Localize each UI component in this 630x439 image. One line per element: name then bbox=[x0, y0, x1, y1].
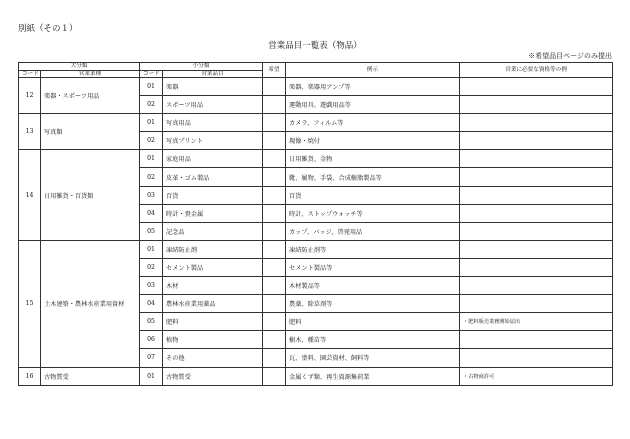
item-name: その他 bbox=[163, 349, 263, 367]
item-example: 凍結防止剤等 bbox=[286, 240, 460, 258]
category-code: 13 bbox=[19, 114, 41, 150]
category-code: 12 bbox=[19, 78, 41, 114]
header-minor-name: 営業品目 bbox=[163, 71, 263, 78]
item-qualification: ・肥料販売業務開始届出 bbox=[460, 313, 613, 331]
item-example: 木材製品等 bbox=[286, 277, 460, 295]
desired-checkbox-cell[interactable] bbox=[263, 367, 286, 385]
item-name: 記念品 bbox=[163, 222, 263, 240]
table-row bbox=[19, 78, 613, 96]
item-code: 01 bbox=[140, 240, 163, 258]
desired-checkbox-cell[interactable] bbox=[263, 240, 286, 258]
category-name: 古物質受 bbox=[41, 367, 140, 385]
desired-checkbox-cell[interactable] bbox=[263, 78, 286, 96]
item-qualification bbox=[460, 277, 613, 295]
item-code: 01 bbox=[140, 114, 163, 132]
item-name: 楽器 bbox=[163, 78, 263, 96]
product-list-table bbox=[18, 62, 613, 386]
item-name: スポーツ用品 bbox=[163, 96, 263, 114]
item-name: 古物質受 bbox=[163, 367, 263, 385]
item-qualification bbox=[460, 295, 613, 313]
item-qualification bbox=[460, 258, 613, 276]
table-row bbox=[19, 367, 613, 385]
item-code: 01 bbox=[140, 367, 163, 385]
item-qualification bbox=[460, 78, 613, 96]
desired-checkbox-cell[interactable] bbox=[263, 295, 286, 313]
item-example: 時計、ストップウォッチ等 bbox=[286, 204, 460, 222]
page-title: 営業品目一覧表（物品） bbox=[268, 41, 362, 51]
item-name: 百貨 bbox=[163, 186, 263, 204]
item-name: 肥料 bbox=[163, 313, 263, 331]
header-major: 大分類 bbox=[19, 63, 140, 71]
header-examples: 例示 bbox=[286, 63, 460, 78]
item-example: 日用雑貨、金物 bbox=[286, 150, 460, 168]
item-qualification bbox=[460, 186, 613, 204]
header-desired: 希望 bbox=[263, 63, 286, 78]
desired-checkbox-cell[interactable] bbox=[263, 168, 286, 186]
item-example: 楽器、楽器用アンプ等 bbox=[286, 78, 460, 96]
item-qualification bbox=[460, 96, 613, 114]
desired-checkbox-cell[interactable] bbox=[263, 186, 286, 204]
item-example: 金属くず類、再生資源集荷業 bbox=[286, 367, 460, 385]
item-qualification bbox=[460, 331, 613, 349]
item-example: 現像・焼付 bbox=[286, 132, 460, 150]
header-qualifications: 営業に必要な資格等の例 bbox=[460, 63, 613, 78]
item-example: カメラ、フィルム等 bbox=[286, 114, 460, 132]
desired-checkbox-cell[interactable] bbox=[263, 132, 286, 150]
item-code: 02 bbox=[140, 132, 163, 150]
item-example: 農薬、除草剤等 bbox=[286, 295, 460, 313]
header-row-1 bbox=[19, 63, 613, 71]
item-name: 皮革・ゴム製品 bbox=[163, 168, 263, 186]
item-example: 運動用具、遊戯用品等 bbox=[286, 96, 460, 114]
item-code: 03 bbox=[140, 277, 163, 295]
item-example: 百貨 bbox=[286, 186, 460, 204]
category-name: 日用雑貨・百貨類 bbox=[41, 150, 140, 240]
category-name: 土木建築・農林水産業用資材 bbox=[41, 240, 140, 367]
item-qualification bbox=[460, 204, 613, 222]
category-name: 写真類 bbox=[41, 114, 140, 150]
desired-checkbox-cell[interactable] bbox=[263, 277, 286, 295]
item-code: 01 bbox=[140, 150, 163, 168]
desired-checkbox-cell[interactable] bbox=[263, 349, 286, 367]
table-row bbox=[19, 114, 613, 132]
item-qualification bbox=[460, 114, 613, 132]
item-example: カップ、バッジ、啓発用品 bbox=[286, 222, 460, 240]
desired-checkbox-cell[interactable] bbox=[263, 150, 286, 168]
item-qualification bbox=[460, 240, 613, 258]
category-name: 楽器・スポーツ用品 bbox=[41, 78, 140, 114]
item-example: セメント製品等 bbox=[286, 258, 460, 276]
desired-checkbox-cell[interactable] bbox=[263, 96, 286, 114]
item-name: 木材 bbox=[163, 277, 263, 295]
item-code: 05 bbox=[140, 222, 163, 240]
item-qualification bbox=[460, 150, 613, 168]
item-example: 樹木、種苗等 bbox=[286, 331, 460, 349]
item-code: 02 bbox=[140, 258, 163, 276]
category-code: 16 bbox=[19, 367, 41, 385]
item-name: 植物 bbox=[163, 331, 263, 349]
category-code: 14 bbox=[19, 150, 41, 240]
item-name: セメント製品 bbox=[163, 258, 263, 276]
table-row bbox=[19, 150, 613, 168]
item-code: 01 bbox=[140, 78, 163, 96]
item-example: 靴、履物、手袋、合成樹脂製品等 bbox=[286, 168, 460, 186]
item-code: 03 bbox=[140, 186, 163, 204]
item-code: 04 bbox=[140, 204, 163, 222]
desired-checkbox-cell[interactable] bbox=[263, 222, 286, 240]
item-code: 02 bbox=[140, 168, 163, 186]
item-code: 06 bbox=[140, 331, 163, 349]
item-qualification bbox=[460, 132, 613, 150]
item-qualification bbox=[460, 349, 613, 367]
desired-checkbox-cell[interactable] bbox=[263, 114, 286, 132]
desired-checkbox-cell[interactable] bbox=[263, 331, 286, 349]
desired-checkbox-cell[interactable] bbox=[263, 204, 286, 222]
table-row bbox=[19, 240, 613, 258]
header-minor: 小分類 bbox=[140, 63, 263, 71]
item-code: 05 bbox=[140, 313, 163, 331]
item-name: 写真プリント bbox=[163, 132, 263, 150]
item-example: 瓦、塗料、園芸資材、飼料等 bbox=[286, 349, 460, 367]
header-minor-code: コード bbox=[140, 71, 163, 78]
header-major-code: コード bbox=[19, 71, 41, 78]
submission-note: ※希望品目ページのみ提出 bbox=[528, 52, 612, 60]
item-code: 04 bbox=[140, 295, 163, 313]
item-qualification bbox=[460, 168, 613, 186]
item-name: 家庭用品 bbox=[163, 150, 263, 168]
desired-checkbox-cell[interactable] bbox=[263, 258, 286, 276]
item-name: 写真用品 bbox=[163, 114, 263, 132]
item-name: 凍結防止剤 bbox=[163, 240, 263, 258]
item-name: 時計・貴金属 bbox=[163, 204, 263, 222]
category-code: 15 bbox=[19, 240, 41, 367]
item-example: 肥料 bbox=[286, 313, 460, 331]
item-code: 07 bbox=[140, 349, 163, 367]
attachment-label: 別紙（その１） bbox=[18, 24, 78, 34]
item-code: 02 bbox=[140, 96, 163, 114]
desired-checkbox-cell[interactable] bbox=[263, 313, 286, 331]
item-name: 農林水産業用薬品 bbox=[163, 295, 263, 313]
item-qualification bbox=[460, 222, 613, 240]
item-qualification: ・古物商許可 bbox=[460, 367, 613, 385]
header-major-name: 営業業種 bbox=[41, 71, 140, 78]
